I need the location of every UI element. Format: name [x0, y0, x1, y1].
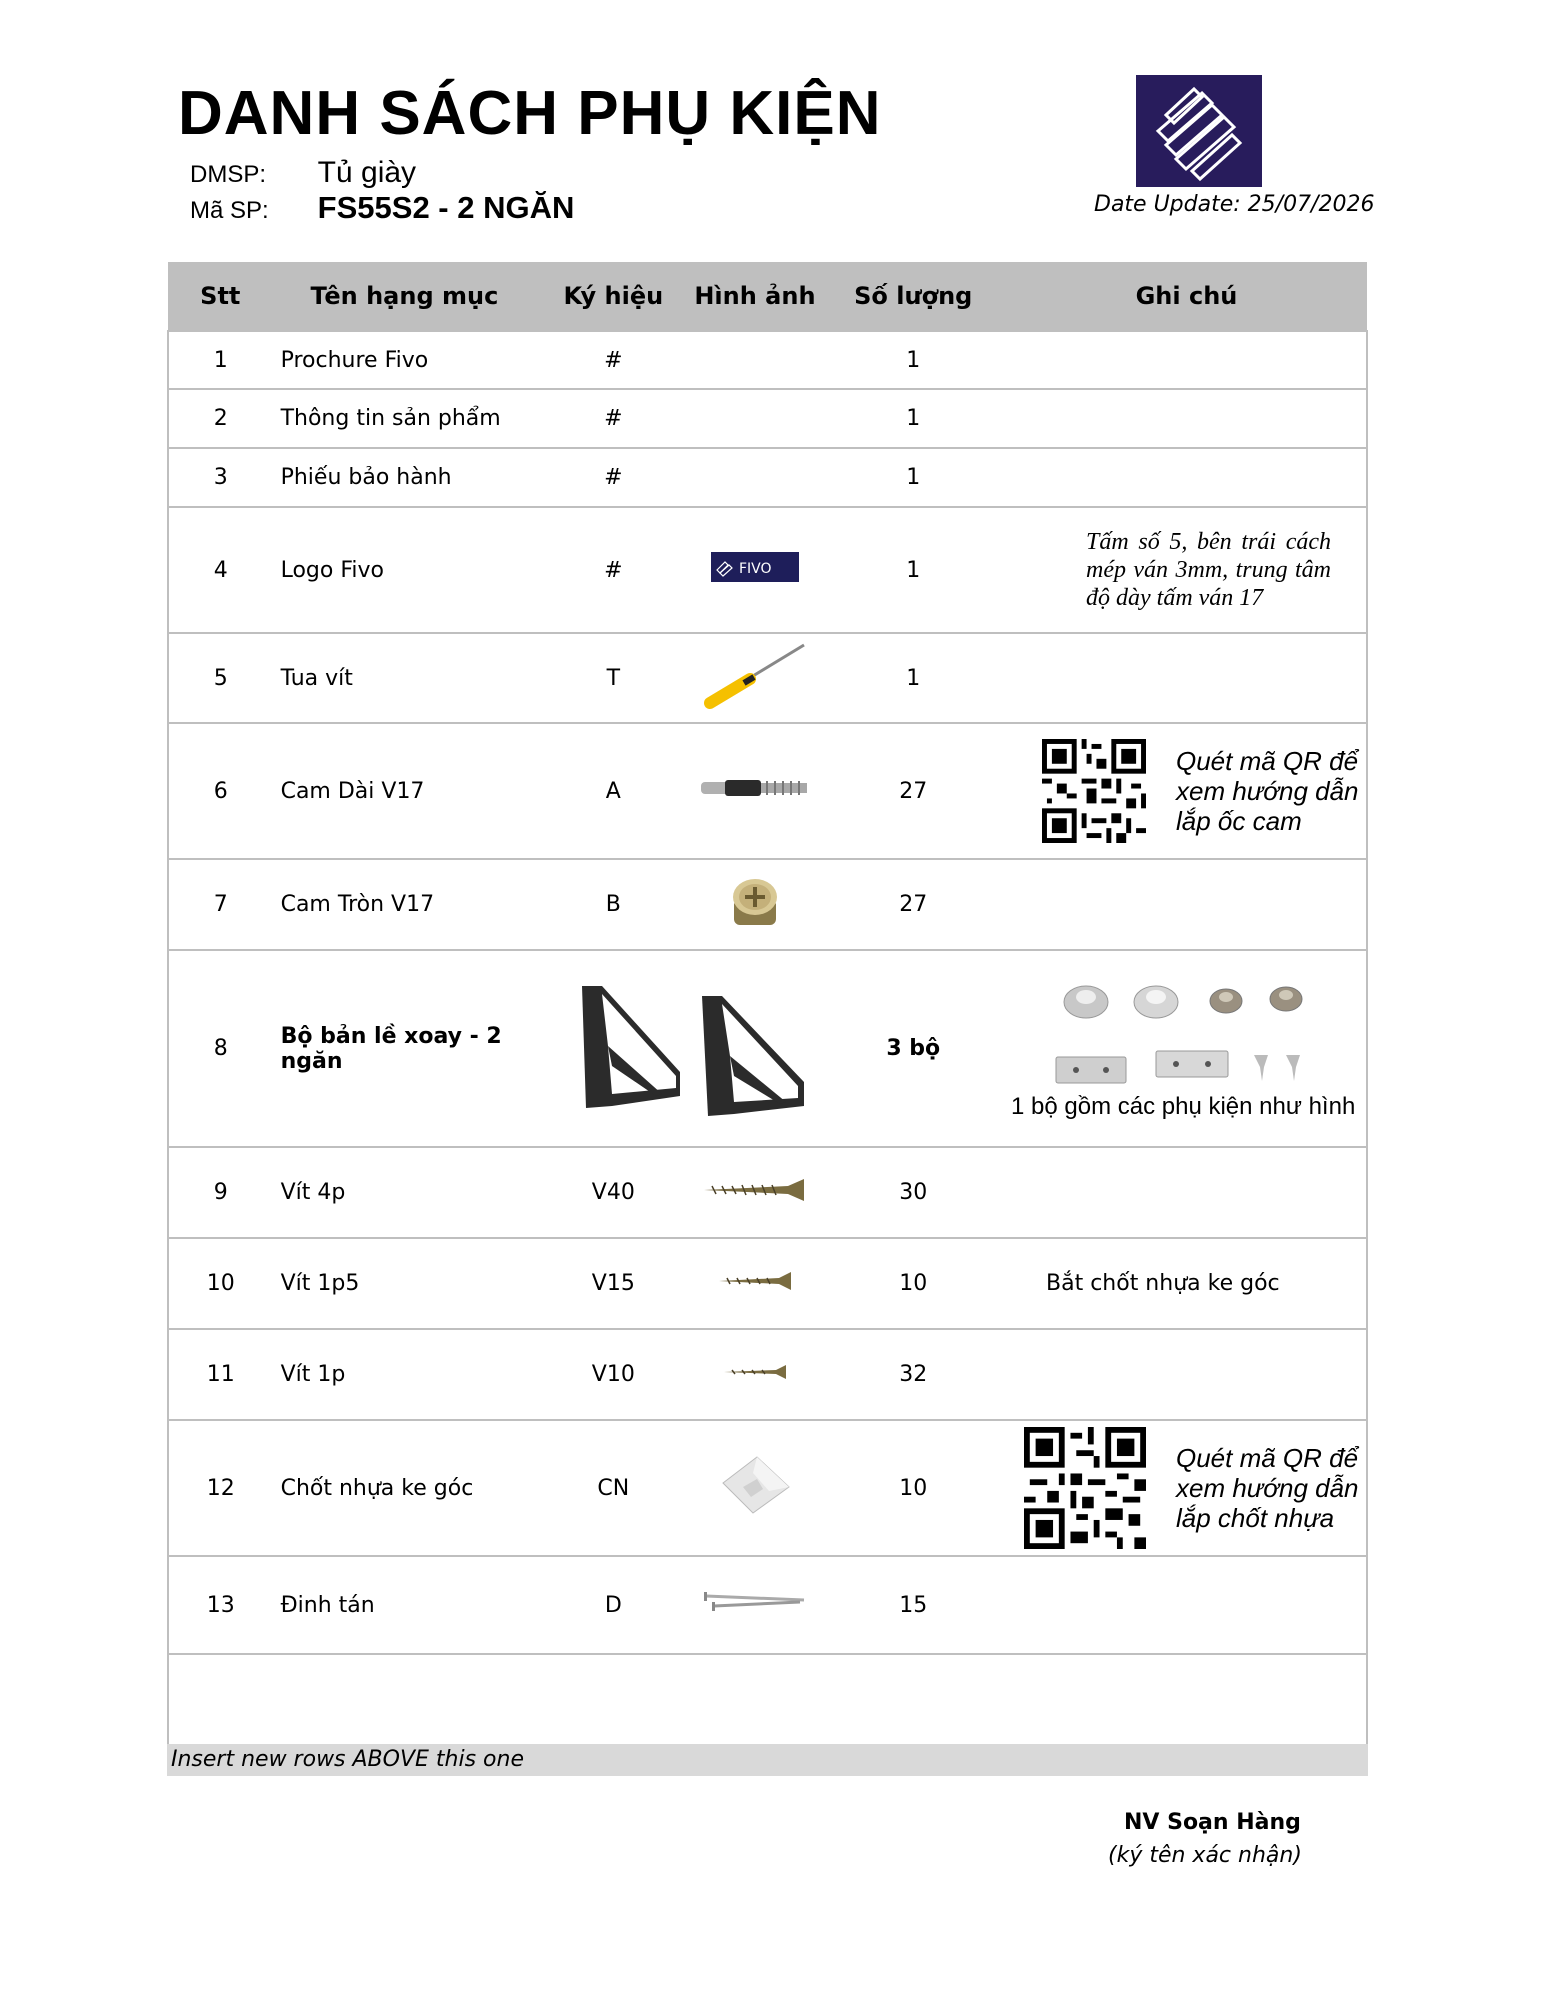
note-text: Tấm số 5, bên trái cách mép ván 3mm, trung tâm độ dày tấm ván 17 [1086, 529, 1331, 611]
cell-image [689, 331, 820, 389]
table-row [168, 1238, 1367, 1329]
cell-name: Vít 1p5 [273, 1238, 538, 1329]
cell-stt: 9 [168, 1147, 273, 1238]
screw-icon [715, 1268, 795, 1294]
note-text: 1 bộ gồm các phụ kiện như hình [1011, 1092, 1356, 1120]
cell-name: Phiếu bảo hành [273, 448, 538, 507]
cell-stt: 4 [168, 507, 273, 633]
cell-image [689, 1420, 820, 1556]
cell-qty: 32 [820, 1329, 1006, 1420]
cell-qty: 3 bộ [820, 950, 1006, 1147]
dmsp-value: Tủ giày [317, 156, 417, 189]
masp-value: FS55S2 - 2 NGĂN [317, 190, 575, 225]
table-row [168, 950, 1367, 1147]
cell-name: Tua vít [273, 633, 538, 723]
cell-qty: 1 [820, 633, 1006, 723]
cell-note [1006, 1420, 1367, 1556]
table-row [168, 1329, 1367, 1420]
cell-note [1006, 1556, 1367, 1654]
cell-image [689, 448, 820, 507]
signer-title: NV Soạn Hàng [1124, 1810, 1301, 1835]
fivo-logo-icon [711, 552, 799, 582]
rivet-icon [700, 1588, 810, 1616]
cell-qty: 10 [820, 1420, 1006, 1556]
screw-icon [700, 1175, 810, 1205]
cell-stt: 1 [168, 331, 273, 389]
cell-note [1006, 1329, 1367, 1420]
qr-code-icon [1024, 1427, 1146, 1549]
cell-note [1006, 1238, 1367, 1329]
cell-image [689, 507, 820, 633]
cell-code: V10 [537, 1329, 689, 1420]
insert-rows-hint: Insert new rows ABOVE this one [167, 1744, 1368, 1776]
dmsp-label: DMSP: [190, 161, 267, 188]
brand-logo-icon [1136, 75, 1262, 187]
cell-qty: 1 [820, 507, 1006, 633]
cell-code: V40 [537, 1147, 689, 1238]
cell-stt: 2 [168, 389, 273, 448]
qr-code-icon [1042, 739, 1146, 843]
cell-image [689, 1329, 820, 1420]
table-row [168, 507, 1367, 633]
col-code: Ký hiệu [537, 262, 689, 331]
cell-name: Prochure Fivo [273, 331, 538, 389]
table-row [168, 389, 1367, 448]
cell-name: Vít 4p [273, 1147, 538, 1238]
cell-qty: 1 [820, 331, 1006, 389]
cell-stt: 6 [168, 723, 273, 859]
masp-line [190, 190, 574, 226]
signer-subtitle: (ký tên xác nhận) [1108, 1843, 1302, 1868]
cell-qty: 1 [820, 448, 1006, 507]
page-title: DANH SÁCH PHỤ KIỆN [178, 79, 882, 148]
cell-name: Đinh tán [273, 1556, 538, 1654]
cam-lock-icon [728, 875, 782, 929]
cell-image [689, 1238, 820, 1329]
hinge-accessories-icon [1046, 977, 1346, 1087]
cell-stt: 7 [168, 859, 273, 950]
cell-code: D [537, 1556, 689, 1654]
cell-name: Chốt nhựa ke góc [273, 1420, 538, 1556]
accessory-table [167, 262, 1368, 1751]
note-text: Quét mã QR để xem hướng dẫn lắp ốc cam [1176, 746, 1359, 836]
cell-qty: 15 [820, 1556, 1006, 1654]
cell-stt: 8 [168, 950, 273, 1147]
plastic-corner-icon [717, 1453, 793, 1517]
cam-bolt-icon [695, 773, 815, 803]
note-text: Bắt chốt nhựa ke góc [1046, 1271, 1280, 1296]
masp-label: Mã SP: [190, 197, 269, 224]
cell-image [689, 859, 820, 950]
cell-image [689, 1556, 820, 1654]
cell-note [1006, 859, 1367, 950]
cell-stt: 13 [168, 1556, 273, 1654]
dmsp-line [190, 156, 416, 190]
cell-stt: 3 [168, 448, 273, 507]
cell-code: B [537, 859, 689, 950]
table-row [168, 448, 1367, 507]
date-update: Date Update: 25/07/2026 [1094, 192, 1375, 217]
screw-icon [720, 1361, 790, 1383]
cell-note [1006, 331, 1367, 389]
cell-note [1006, 507, 1367, 633]
screwdriver-icon [700, 637, 810, 713]
table-row [168, 1556, 1367, 1654]
cell-code: A [537, 723, 689, 859]
table-row [168, 859, 1367, 950]
cell-name: Vít 1p [273, 1329, 538, 1420]
cell-name: Bộ bản lề xoay - 2 ngăn [273, 950, 538, 1147]
cell-qty: 10 [820, 1238, 1006, 1329]
cell-stt: 12 [168, 1420, 273, 1556]
col-image: Hình ảnh [689, 262, 820, 331]
cell-code: # [537, 331, 689, 389]
cell-name: Cam Dài V17 [273, 723, 538, 859]
cell-image [689, 1147, 820, 1238]
cell-note [1006, 1147, 1367, 1238]
cell-qty: 30 [820, 1147, 1006, 1238]
cell-note [1006, 950, 1367, 1147]
col-note: Ghi chú [1006, 262, 1367, 331]
table-row-empty [168, 1654, 1367, 1751]
cell-note [1006, 389, 1367, 448]
table-header-row [168, 262, 1367, 331]
cell-qty: 27 [820, 859, 1006, 950]
cell-note [1006, 723, 1367, 859]
cell-code: V15 [537, 1238, 689, 1329]
cell-code: T [537, 633, 689, 723]
table-row [168, 723, 1367, 859]
cell-image [689, 723, 820, 859]
swivel-hinge-icon [572, 976, 812, 1116]
cell-image [689, 389, 820, 448]
cell-image [537, 950, 820, 1147]
cell-note [1006, 633, 1367, 723]
table-row [168, 1420, 1367, 1556]
col-qty: Số lượng [820, 262, 1006, 331]
cell-stt: 10 [168, 1238, 273, 1329]
table-row [168, 1147, 1367, 1238]
cell-code: CN [537, 1420, 689, 1556]
col-name: Tên hạng mục [273, 262, 538, 331]
cell-name: Thông tin sản phẩm [273, 389, 538, 448]
col-stt: Stt [168, 262, 273, 331]
note-text: Quét mã QR để xem hướng dẫn lắp chốt nhựa [1176, 1443, 1359, 1533]
table-row [168, 331, 1367, 389]
cell-qty: 1 [820, 389, 1006, 448]
cell-name: Logo Fivo [273, 507, 538, 633]
cell-code: # [537, 448, 689, 507]
cell-stt: 5 [168, 633, 273, 723]
fivo-logo-text: FIVO [738, 561, 772, 577]
cell-note [1006, 448, 1367, 507]
cell-qty: 27 [820, 723, 1006, 859]
cell-stt: 11 [168, 1329, 273, 1420]
cell-name: Cam Tròn V17 [273, 859, 538, 950]
cell-image [689, 633, 820, 723]
cell-code: # [537, 389, 689, 448]
cell-code: # [537, 507, 689, 633]
table-row [168, 633, 1367, 723]
